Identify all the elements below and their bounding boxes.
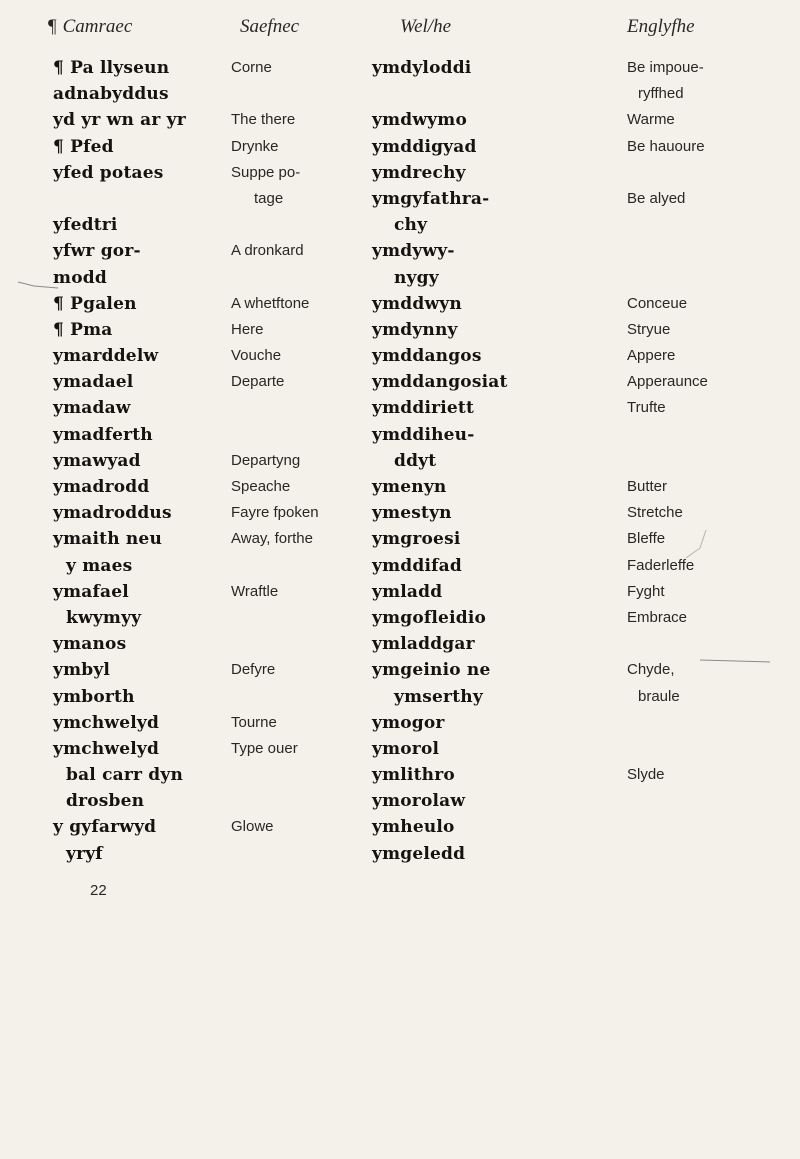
cymraeg-entry: ymanos [53, 634, 127, 655]
english-entry: Stryue [627, 320, 671, 338]
pencil-dash-right [700, 660, 770, 662]
saesneg-entry: Glowe [231, 818, 274, 836]
english-entry: Chyde, [627, 661, 675, 679]
saesneg-entry: Departe [231, 373, 285, 391]
cymraeg-entry: ymafael [53, 581, 129, 602]
pencil-tick [686, 530, 706, 558]
english-entry: Embrace [627, 608, 688, 626]
english-entry: Faderleffe [627, 556, 695, 574]
english-entry: Slyde [627, 766, 665, 784]
welsh-entry: ymddiriett [372, 398, 475, 419]
english-entry: braule [638, 687, 680, 705]
header-english: Englyfhe [627, 16, 695, 37]
cymraeg-entry: ymaith neu [53, 529, 163, 550]
cymraeg-entry: y gyfarwyd [53, 817, 157, 838]
welsh-entry: ymddiheu- [372, 424, 475, 445]
welsh-entry: ymdrechy [372, 162, 466, 183]
saesneg-entry: Corne [231, 59, 272, 76]
welsh-entry: ymorolaw [372, 791, 466, 812]
welsh-entry: ymladd [372, 581, 443, 602]
header-welsh: Wel/he [400, 16, 452, 37]
english-entry: Apperaunce [627, 373, 708, 391]
header-cymraeg: ¶ Camraec [48, 16, 133, 37]
welsh-entry: ymserthy [394, 686, 483, 707]
cymraeg-entry: yfedtri [53, 215, 118, 236]
saesneg-entry: Vouche [231, 347, 282, 365]
saesneg-entry: Type ouer [231, 739, 298, 757]
welsh-entry: ymddwyn [372, 293, 462, 314]
cymraeg-entry: ymawyad [53, 450, 141, 471]
cymraeg-entry: yd yr wn ar yr [53, 110, 186, 131]
saesneg-entry: Wraftle [231, 582, 279, 600]
cymraeg-entry: ¶ Pfed [53, 136, 114, 157]
saesneg-entry: tage [254, 189, 284, 207]
cymraeg-entry: ¶ Pgalen [53, 293, 137, 314]
saesneg-entry: Here [231, 320, 264, 338]
cymraeg-entry: kwymyy [66, 607, 142, 628]
pencil-arrow [18, 282, 58, 288]
welsh-entry: ymlithro [372, 765, 455, 786]
english-entry: Stretche [627, 504, 683, 522]
english-entry: Bleffe [627, 530, 666, 548]
saesneg-entry: The there [231, 111, 296, 129]
cymraeg-entry: ymchwelyd [53, 712, 160, 733]
pilcrow-icon: ¶ [48, 16, 57, 37]
saesneg-entry: Fayre fpoken [231, 504, 319, 522]
cymraeg-entry: ymchwelyd [53, 738, 160, 759]
english-entry: Fyght [627, 582, 665, 600]
header-saesneg: Saefnec [240, 16, 300, 37]
welsh-entry: ymgyfathra- [372, 188, 490, 209]
saesneg-entry: A dronkard [231, 242, 304, 260]
cymraeg-entry: ymborth [53, 686, 135, 707]
english-entry: Butter [627, 478, 668, 495]
english-entry: Appere [627, 347, 676, 365]
english-entry: Trufte [627, 399, 666, 417]
saesneg-entry: Away, forthe [231, 530, 313, 548]
english-entry: ryffhed [638, 85, 684, 103]
welsh-entry: ymdyloddi [372, 58, 472, 78]
cymraeg-entry: ¶ Pma [53, 319, 113, 340]
cymraeg-entry: drosben [66, 791, 145, 812]
cymraeg-entry: ymadferth [53, 424, 153, 445]
english-entry: Warme [627, 111, 675, 129]
welsh-entry: ymestyn [372, 503, 452, 524]
english-entry: Conceue [627, 294, 688, 312]
saesneg-entry: A whetftone [231, 294, 310, 312]
cymraeg-entry: ymarddelw [53, 346, 159, 367]
saesneg-entry: Departyng [231, 451, 301, 469]
cymraeg-entry: ymadroddus [53, 503, 172, 524]
cymraeg-entry: yryf [66, 843, 103, 864]
cymraeg-entry: adnabyddus [53, 84, 169, 105]
cymraeg-entry: ymadael [53, 372, 134, 393]
welsh-entry: ymddangosiat [372, 372, 508, 393]
cymraeg-entry: ymbyl [53, 660, 111, 681]
welsh-entry: ymdywy- [372, 241, 455, 262]
cymraeg-entry: bal carr dyn [66, 765, 184, 786]
welsh-entry: ymladdgar [372, 634, 475, 655]
welsh-entry: ymdynny [372, 319, 458, 340]
welsh-entry: ymogor [372, 712, 445, 733]
welsh-entry: ymenyn [372, 477, 447, 497]
saesneg-entry: Tourne [231, 713, 277, 731]
welsh-entry: ymgofleidio [372, 607, 487, 628]
welsh-entry: ymgroesi [372, 529, 461, 550]
welsh-entry: ddyt [394, 450, 437, 471]
page-number: 22 [90, 882, 107, 899]
cymraeg-entry: ¶ Pa llyseun [53, 58, 170, 78]
english-entry: Be hauoure [627, 137, 705, 155]
cymraeg-entry: ymadrodd [53, 477, 150, 497]
english-entry: Be impoue- [627, 59, 704, 76]
cymraeg-entry: yfed potaes [53, 162, 164, 183]
saesneg-entry: Suppe po- [231, 163, 301, 181]
welsh-entry: ymheulo [372, 817, 455, 838]
welsh-entry: chy [394, 215, 428, 236]
cymraeg-entry: modd [53, 267, 107, 288]
cymraeg-entry: y maes [66, 555, 133, 576]
saesneg-entry: Defyre [231, 661, 276, 679]
welsh-entry: ymddigyad [372, 136, 477, 157]
cymraeg-entry: ymadaw [53, 398, 131, 419]
welsh-entry: ymorol [372, 738, 440, 759]
saesneg-entry: Drynke [231, 137, 279, 155]
welsh-entry: ymdwymo [372, 110, 467, 131]
saesneg-entry: Speache [231, 478, 291, 495]
english-entry: Be alyed [627, 189, 686, 207]
welsh-entry: ymddangos [372, 346, 482, 367]
welsh-entry: ymgeinio ne [372, 660, 491, 681]
welsh-entry: ymgeledd [372, 843, 466, 864]
welsh-entry: nygy [394, 267, 439, 288]
cymraeg-entry: yfwr gor- [53, 241, 141, 262]
welsh-entry: ymddifad [372, 555, 462, 576]
